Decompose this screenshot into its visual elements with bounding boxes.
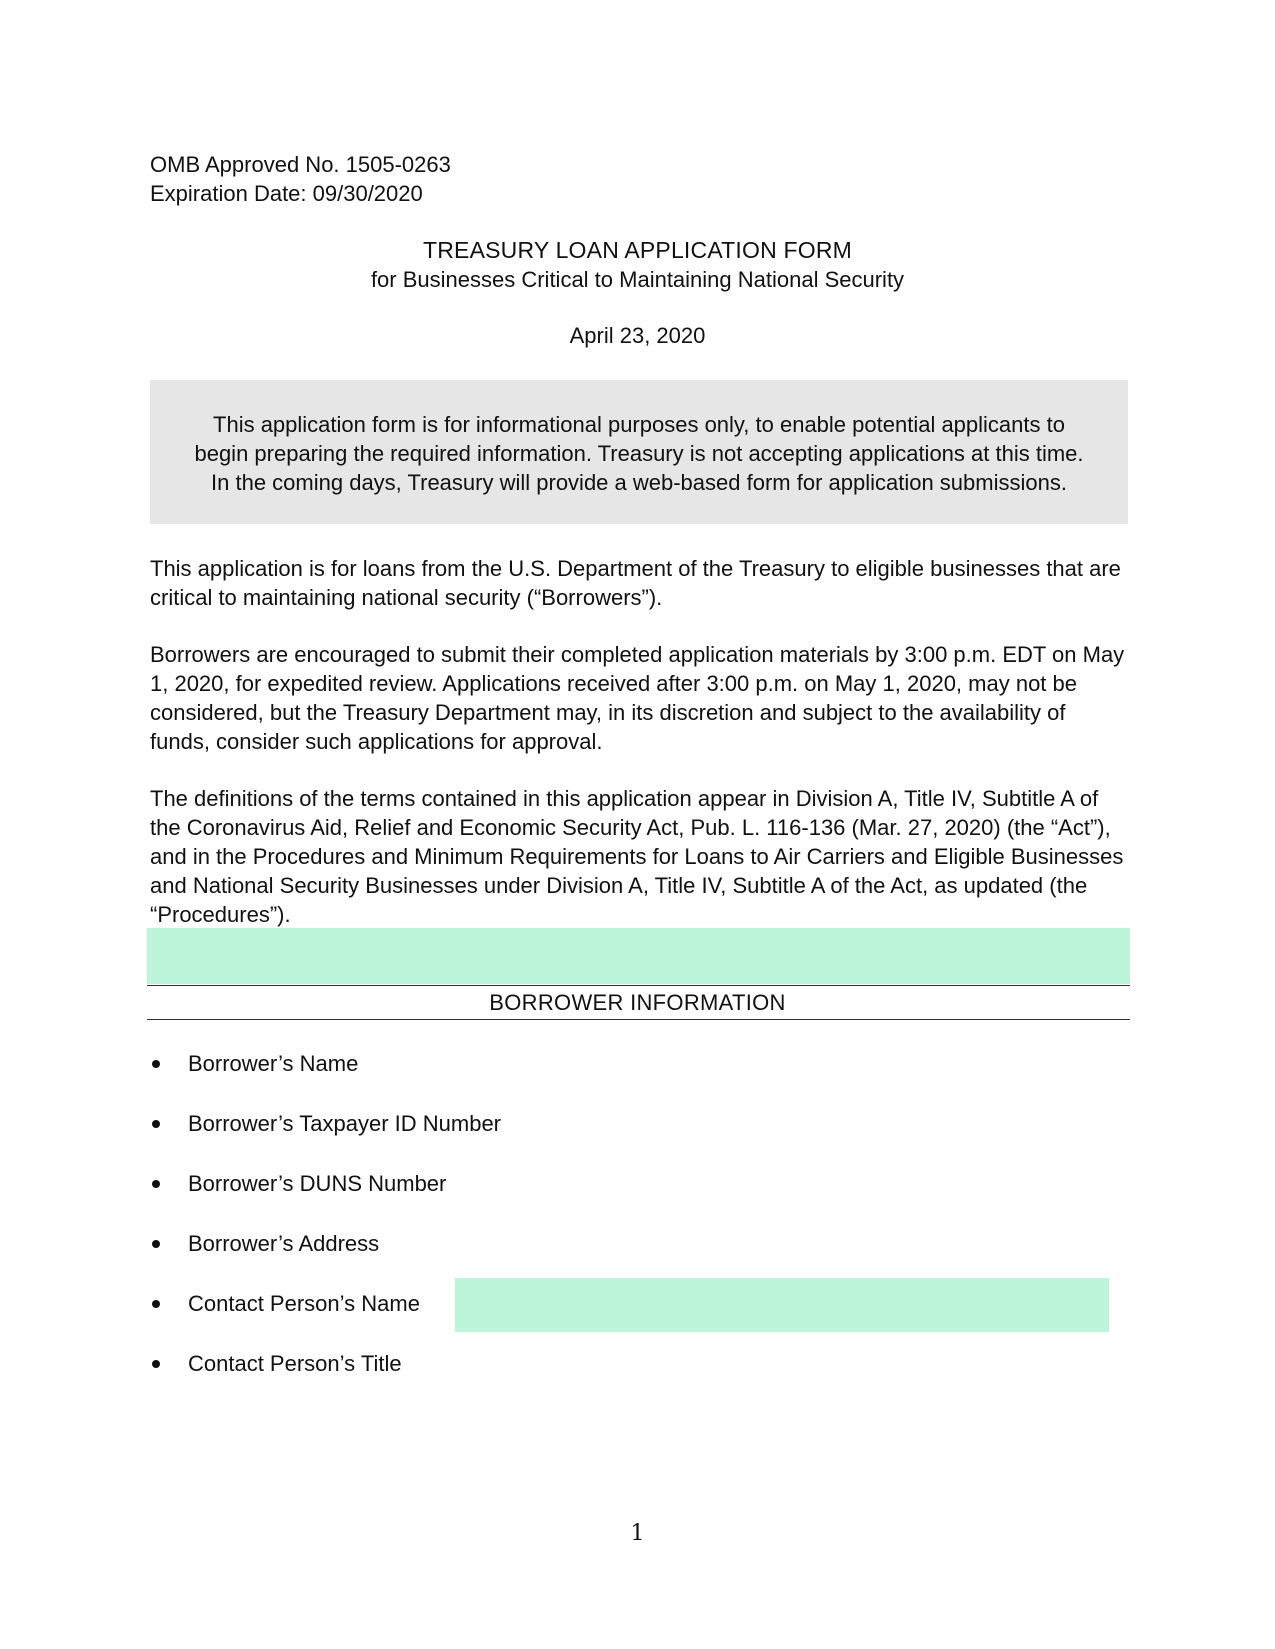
form-date: April 23, 2020 (569, 323, 706, 348)
form-field-highlight[interactable] (147, 928, 1130, 984)
form-title: TREASURY LOAN APPLICATION FORM (422, 237, 853, 263)
notice-line: This application form is for informational purposes only, to enable potential applicants to (213, 412, 1065, 437)
notice-line: begin preparing the required information. Treasury is not accepting applications at this time. (194, 441, 1084, 466)
expiration-date: Expiration Date: 09/30/2020 (150, 181, 423, 206)
notice-line: In the coming days, Treasury will provide a web-based form for application submissions. (211, 470, 1067, 495)
field-label-duns-number: Borrower’s DUNS Number (188, 1171, 447, 1196)
section-rule-top (147, 985, 1130, 986)
field-label-taxpayer-id: Borrower’s Taxpayer ID Number (188, 1111, 502, 1136)
page-number: 1 (630, 1521, 645, 1546)
notice-box (150, 380, 1128, 524)
form-subtitle: for Businesses Critical to Maintaining National Security (370, 267, 905, 292)
contact-name-input[interactable] (455, 1278, 1109, 1332)
intro-paragraph: This application is for loans from the U.S. Department of the Treasury to eligible businesses that are critical to maintaining national security (“Borrowers”). (150, 556, 1121, 610)
omb-number: OMB Approved No. 1505-0263 (150, 152, 451, 177)
omb-header (150, 150, 451, 208)
section-heading: BORROWER INFORMATION (489, 990, 786, 1015)
field-label-contact-name: Contact Person’s Name (188, 1291, 420, 1316)
field-label-address: Borrower’s Address (188, 1231, 380, 1256)
section-rule-bottom (147, 1019, 1130, 1020)
definitions-paragraph: The definitions of the terms contained in this application appear in Division A, Title IV, Subtitle A of the Coronavirus Aid, Relief and Economic Security Act, Pub. L. 116-136 (Mar. 27, 2020) (the “Act”), and in the Procedures and Minimum Requirements for Loans to Air Carriers and Eligible Businesses and National Security Businesses under Division A, Title IV, Subtitle A of the Act, as updated (the “Procedures”). (150, 786, 1124, 927)
field-label-borrower-name: Borrower’s Name (188, 1051, 359, 1076)
field-label-contact-title: Contact Person’s Title (188, 1351, 402, 1376)
deadline-paragraph: Borrowers are encouraged to submit their completed application materials by 3:00 p.m. EDT on May 1, 2020, for expedited review. Applications received after 3:00 p.m. on May 1, 2020, may not be considered, but the Treasury Department may, in its discretion and subject to the availability of funds, consider such applications for approval. (150, 642, 1125, 754)
